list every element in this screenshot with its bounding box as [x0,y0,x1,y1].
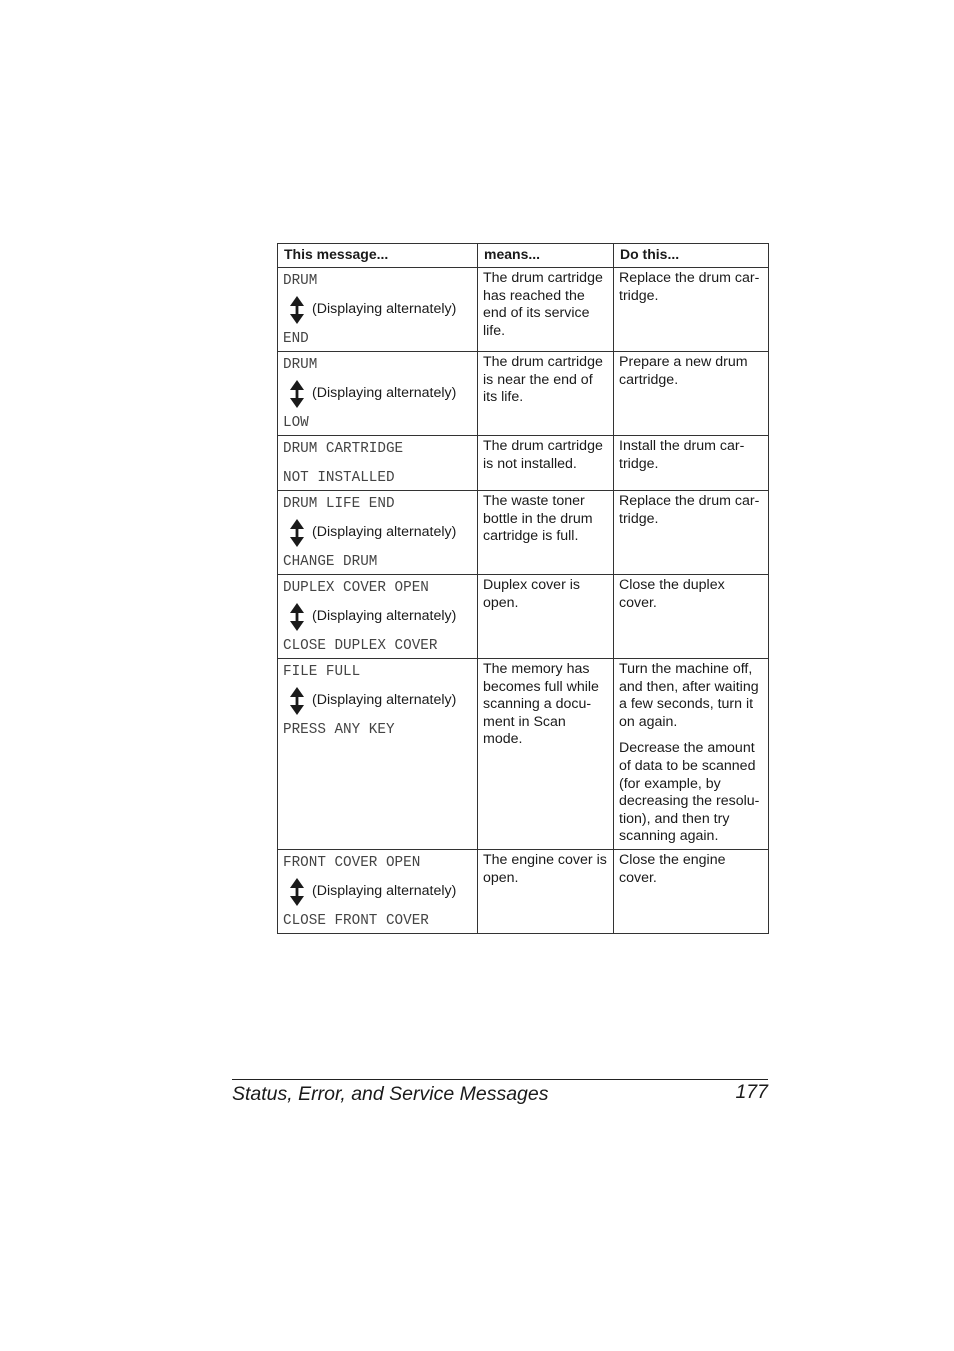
means-cell [478,491,614,575]
action-text: Replace the drum car-tridge. [619,270,760,304]
message-line-1: DRUM [283,357,318,373]
message-line-1: DUPLEX COVER OPEN [283,580,429,596]
footer-divider [232,1079,768,1080]
alternate-indicator [283,520,473,546]
action-text: Turn the machine off, and then, after waiting a few seconds, turn it on again. [619,661,759,730]
header-action: Do this... [614,244,769,268]
up-down-arrow-icon [287,519,307,547]
alternate-indicator [283,381,473,407]
means-cell [478,659,614,850]
alternate-indicator [283,688,473,714]
table-row [278,268,769,352]
header-message: This message... [278,244,478,268]
action-text: Close the duplex cover. [619,577,725,611]
message-cell [278,352,478,436]
message-cell [278,436,478,491]
message-cell [278,575,478,659]
message-line-1: DRUM LIFE END [283,496,395,512]
alternate-label: (Displaying alternately) [312,301,457,318]
header-means: means... [478,244,614,268]
up-down-arrow-icon [287,687,307,715]
message-line-2: END [283,331,309,347]
means-cell [478,352,614,436]
table-row [278,575,769,659]
alternate-label: (Displaying alternately) [312,692,457,709]
alternate-label: (Displaying alternately) [312,524,457,541]
table-row [278,659,769,850]
alternate-indicator [283,604,473,630]
action-text: Close the engine cover. [619,851,726,886]
means-text: The drum cartridge is not installed. [483,438,603,472]
action-cell [614,491,769,575]
message-line-2: NOT INSTALLED [283,470,395,486]
means-cell [478,575,614,659]
message-cell [278,849,478,933]
means-text: The engine cover is open. [483,851,607,886]
message-cell [278,491,478,575]
message-line-2: CLOSE FRONT COVER [283,912,429,929]
up-down-arrow-icon [287,603,307,631]
means-cell [478,436,614,491]
message-line-1: FRONT COVER OPEN [283,854,421,871]
message-cell [278,659,478,850]
message-line-2: PRESS ANY KEY [283,722,395,738]
means-text: The memory has becomes full while scanning a docu-ment in Scan mode. [483,661,599,748]
action-text: Decrease the amount of data to be scanned (for example, by decreasing the resolu-tion), and then try scanning again. [619,740,760,845]
means-text: Duplex cover is open. [483,577,580,611]
means-text: The waste toner bottle in the drum cartridge is full. [483,493,593,545]
table-row [278,491,769,575]
message-table [277,243,769,934]
footer-section-title: Status, Error, and Service Messages [232,1083,549,1105]
message-line-1: DRUM CARTRIDGE [283,441,404,457]
table-row [278,849,769,933]
action-text: Prepare a new drum cartridge. [619,354,748,388]
up-down-arrow-icon [287,380,307,408]
means-cell [478,268,614,352]
up-down-arrow-icon [287,296,307,324]
means-text: The drum cartridge has reached the end of its service life. [483,270,603,339]
message-line-2: CHANGE DRUM [283,554,378,570]
page-number: 177 [735,1081,768,1103]
action-cell [614,268,769,352]
message-line-1: FILE FULL [283,664,361,680]
message-line-2: LOW [283,415,309,431]
table-header-row [278,244,769,268]
message-line-2: CLOSE DUPLEX COVER [283,638,438,654]
alternate-indicator [283,879,473,905]
action-cell [614,659,769,850]
line-gap [283,458,473,470]
alternate-indicator [283,297,473,323]
alternate-label: (Displaying alternately) [312,608,457,625]
action-cell [614,849,769,933]
alternate-label: (Displaying alternately) [312,883,457,900]
action-text: Replace the drum car-tridge. [619,493,760,527]
up-down-arrow-icon [287,878,307,906]
action-cell [614,575,769,659]
message-cell [278,268,478,352]
action-cell [614,436,769,491]
table-body [278,268,769,934]
message-line-1: DRUM [283,273,318,289]
means-text: The drum cartridge is near the end of its life. [483,354,603,406]
table-row [278,352,769,436]
action-text: Install the drum car-tridge. [619,438,745,472]
action-cell [614,352,769,436]
means-cell [478,849,614,933]
alternate-label: (Displaying alternately) [312,385,457,402]
table-row [278,436,769,491]
